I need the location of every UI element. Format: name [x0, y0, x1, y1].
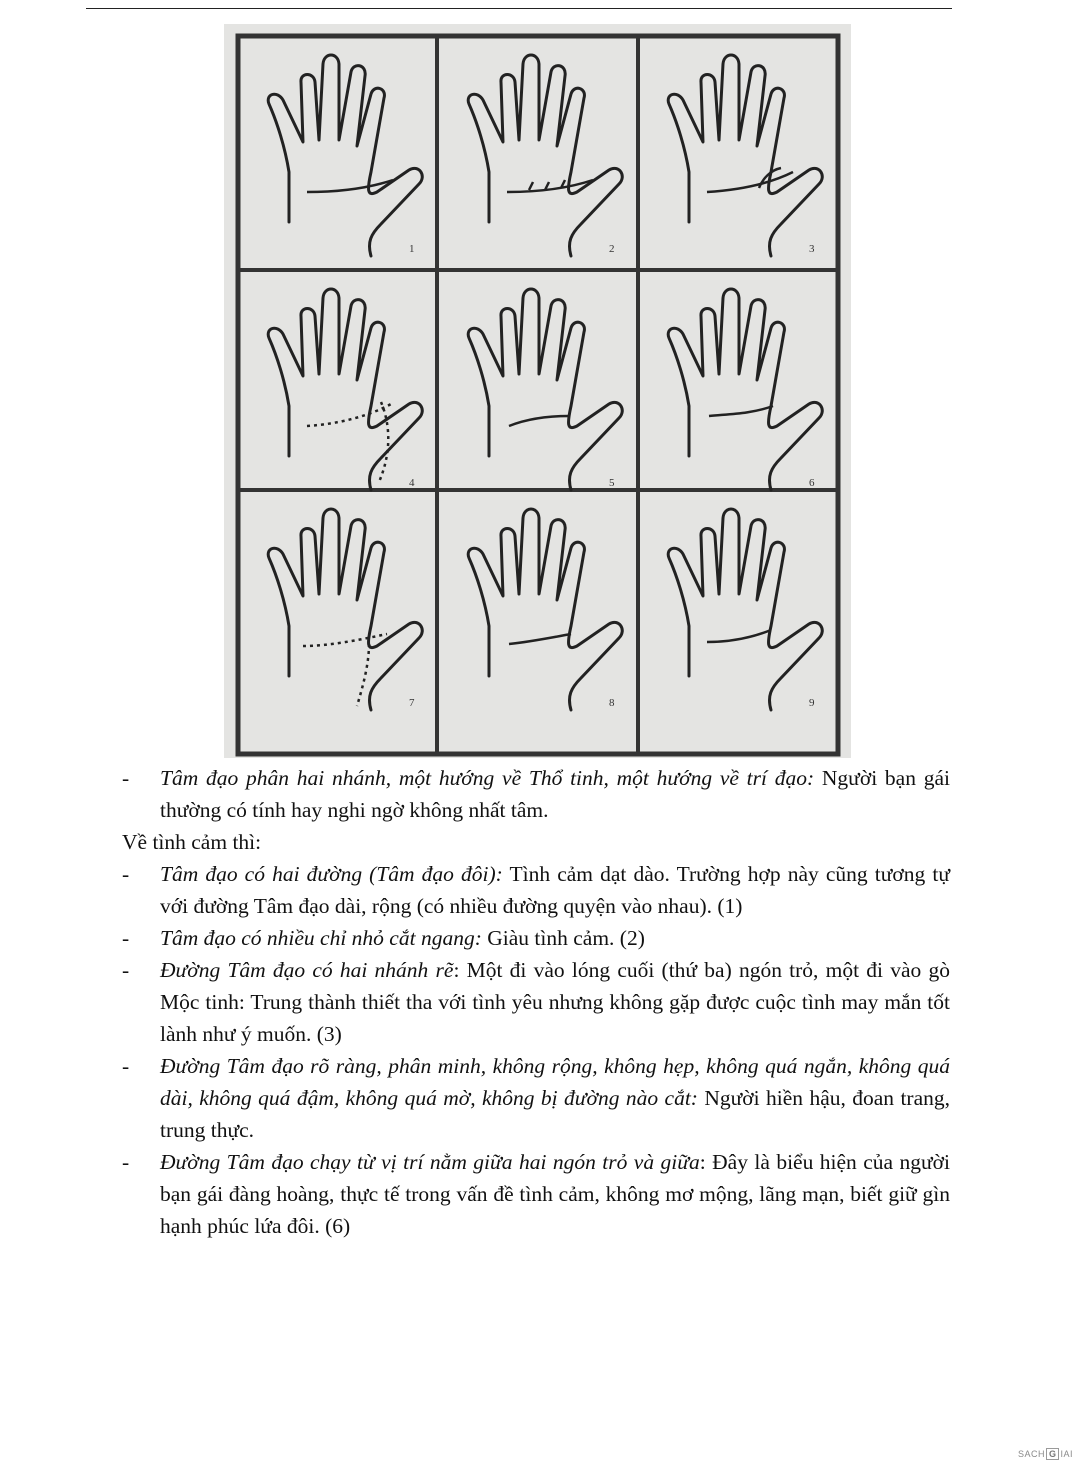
panel-number: 5 — [609, 477, 615, 489]
bullet-body: : Đây là biểu hiện của người bạn gái đàng hoàng, thực tế trong vấn đề tình cảm, không mơ mộng, lãng mạn, biết giữ gìn hạnh phúc lứa đôi. (6) — [160, 1150, 950, 1238]
article-text — [122, 762, 950, 1242]
palm-panel — [668, 55, 822, 256]
bullet-italic-lead: Đường Tâm đạo chạy từ vị trí nằm giữa hai ngón trỏ và giữa — [160, 1150, 700, 1174]
bullet-item — [122, 1146, 950, 1242]
bullet-body: : Một đi vào lóng cuối (thứ ba) ngón trỏ, một đi vào gò Mộc tinh: Trung thành thiết tha với tình yêu nhưng không gặp được cuộc tình may mắn tốt lành như ý muốn. (3) — [160, 958, 951, 1046]
bullet-italic-lead: Tâm đạo phân hai nhánh, một hướng về Thổ tinh, một hướng về trí đạo: — [160, 766, 815, 790]
bullet-italic-lead: Tâm đạo có hai đường (Tâm đạo đôi): — [160, 862, 503, 886]
heart-line — [509, 416, 569, 426]
panel-number: 8 — [609, 697, 615, 709]
hand-outline — [668, 509, 822, 710]
hand-outline — [468, 509, 622, 710]
palm-panel — [268, 55, 422, 256]
panel-number: 1 — [409, 243, 415, 255]
bullet-dash: - — [122, 1054, 130, 1078]
hand-outline — [668, 289, 822, 490]
hand-outline — [468, 55, 622, 256]
bullet-item — [122, 858, 950, 922]
bullet-item — [122, 1050, 950, 1146]
panel-number: 9 — [809, 697, 815, 709]
panel-number: 6 — [809, 477, 815, 489]
bullet-dash: - — [122, 958, 130, 982]
heart-line — [307, 402, 391, 482]
logo-text-right: IAI — [1060, 1449, 1073, 1459]
bullet-item — [122, 954, 950, 1050]
panel-number: 2 — [609, 243, 615, 255]
hand-outline — [268, 55, 422, 256]
section-heading: Về tình cảm thì: — [122, 830, 262, 854]
palm-grid-svg — [224, 24, 851, 758]
logo-box: G — [1046, 1448, 1060, 1460]
bullet-dash: - — [122, 1150, 130, 1174]
palm-panel — [468, 509, 622, 710]
heart-line — [509, 634, 571, 644]
palm-panel — [268, 509, 422, 710]
panel-number: 3 — [809, 243, 815, 255]
bullet-italic-lead: Đường Tâm đạo rõ ràng, phân minh, không rộng, không hẹp, không quá ngắn, không quá dài, không quá đậm, không quá mờ, không bị đường nào cắt: — [160, 1054, 950, 1110]
bullet-dash: - — [122, 926, 130, 950]
bullet-body: Người bạn gái thường có tính hay nghi ngờ không nhất tâm. — [160, 766, 950, 822]
heart-line — [707, 630, 771, 642]
hand-outline — [268, 509, 422, 710]
sachgiai-logo — [1018, 1448, 1073, 1460]
bullet-item — [122, 762, 950, 826]
bullet-dash: - — [122, 766, 130, 790]
palm-lines-figure — [224, 24, 851, 758]
top-rule — [86, 8, 952, 9]
palm-panel — [268, 289, 422, 490]
bullet-body: Người hiền hậu, đoan trang, trung thực. — [160, 1086, 950, 1142]
panel-number: 4 — [409, 477, 415, 489]
bullet-dash: - — [122, 862, 130, 886]
palm-panel — [668, 509, 822, 710]
bullet-body: Giàu tình cảm. (2) — [481, 926, 645, 950]
bullet-body: Tình cảm dạt dào. Trường hợp này cũng tương tự với đường Tâm đạo dài, rộng (có nhiều đường quyện vào nhau). (1) — [160, 862, 950, 918]
palm-panel — [668, 289, 822, 490]
hand-outline — [668, 55, 822, 256]
palm-panel — [468, 55, 622, 256]
heart-line — [303, 634, 387, 706]
bullet-italic-lead: Đường Tâm đạo có hai nhánh rẽ — [160, 958, 454, 982]
hand-outline — [268, 289, 422, 490]
logo-text-left: SACH — [1017, 1449, 1045, 1459]
heart-line — [709, 406, 773, 416]
panel-number: 7 — [409, 697, 415, 709]
bullet-item — [122, 922, 950, 954]
hand-outline — [468, 289, 622, 490]
bullet-italic-lead: Tâm đạo có nhiều chỉ nhỏ cắt ngang: — [160, 926, 482, 950]
palm-panel — [468, 289, 622, 490]
